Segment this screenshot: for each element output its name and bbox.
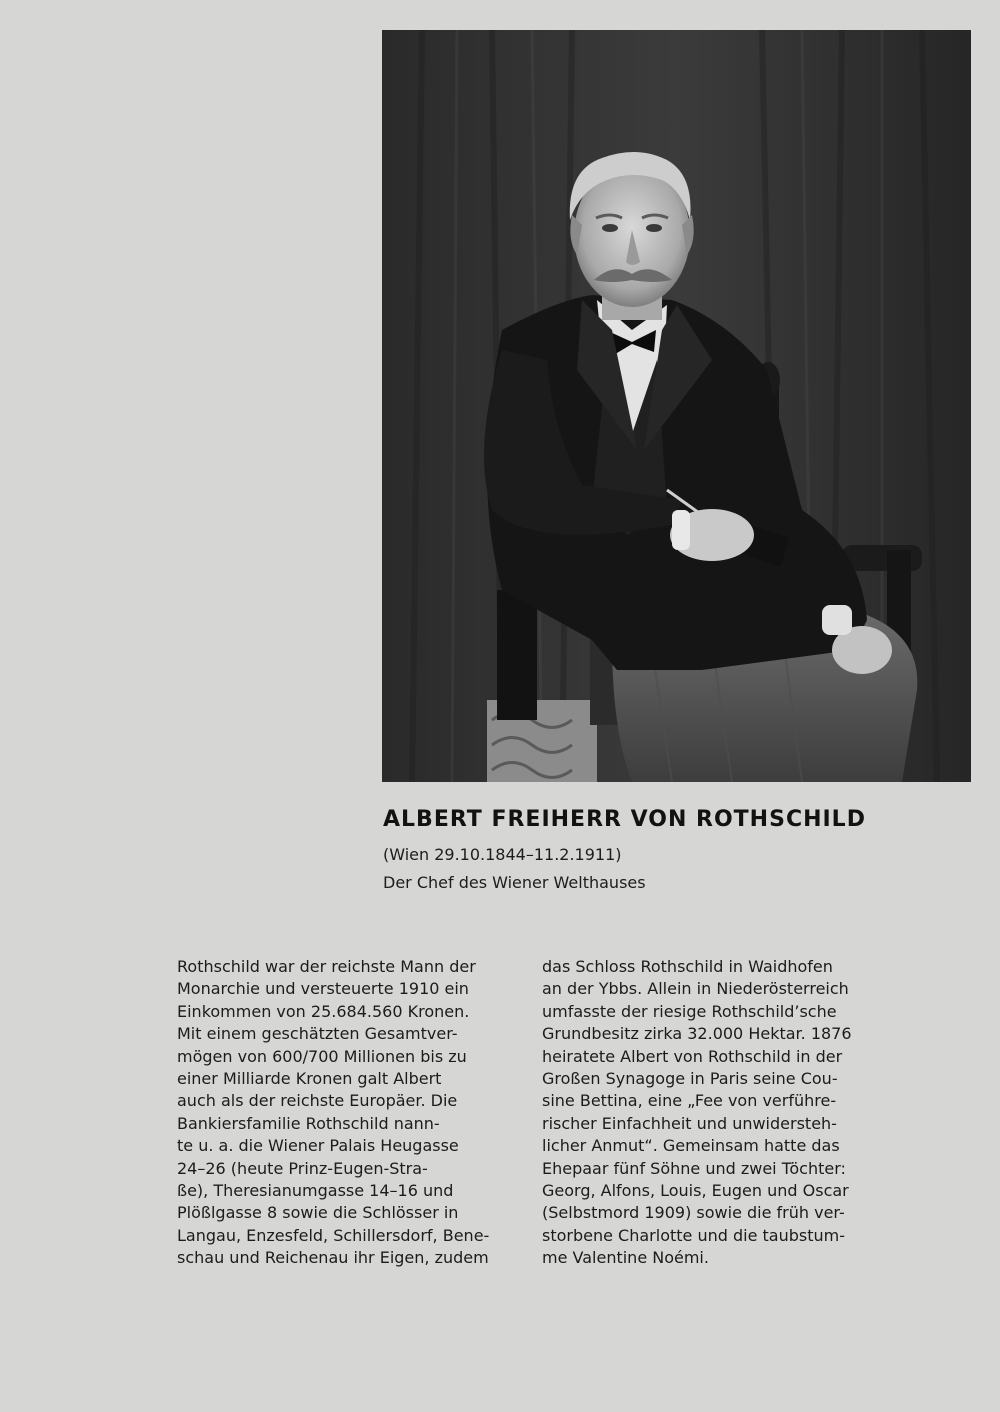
text-line: schau und Reichenau ihr Eigen, zudem xyxy=(177,1248,489,1268)
text-line: (Selbstmord 1909) sowie die früh ver- xyxy=(542,1203,845,1223)
text-line: ße), Theresianumgasse 14–16 und xyxy=(177,1180,454,1200)
text-line: umfasste der riesige Rothschild’sche xyxy=(542,1001,837,1021)
text-line: Georg, Alfons, Louis, Eugen und Oscar xyxy=(542,1180,849,1200)
text-line: Grundbesitz zirka 32.000 Hektar. 1876 xyxy=(542,1024,852,1044)
text-line: te u. a. die Wiener Palais Heugasse xyxy=(177,1136,459,1156)
text-line: Bankiersfamilie Rothschild nann- xyxy=(177,1113,440,1133)
text-line: Großen Synagoge in Paris seine Cou- xyxy=(542,1068,838,1088)
text-line: Einkommen von 25.684.560 Kronen. xyxy=(177,1001,470,1021)
caption-dates: (Wien 29.10.1844–11.2.1911) xyxy=(383,845,622,864)
text-line: Monarchie und versteuerte 1910 ein xyxy=(177,979,469,999)
text-line: heiratete Albert von Rothschild in der xyxy=(542,1046,843,1066)
text-line: an der Ybbs. Allein in Niederösterreich xyxy=(542,979,849,999)
text-line: mögen von 600/700 Millionen bis zu xyxy=(177,1046,467,1066)
text-line: rischer Einfachheit und unwidersteh- xyxy=(542,1113,837,1133)
body-text-right-column xyxy=(542,956,892,1269)
text-line: Ehepaar fünf Söhne und zwei Töchter: xyxy=(542,1158,846,1178)
text-line: das Schloss Rothschild in Waidhofen xyxy=(542,957,833,976)
portrait-photo xyxy=(382,30,971,782)
text-line: auch als der reichste Europäer. Die xyxy=(177,1091,458,1111)
text-line: Langau, Enzesfeld, Schillersdorf, Bene- xyxy=(177,1225,490,1245)
portrait-caption xyxy=(383,806,973,897)
text-line: storbene Charlotte und die taubstum- xyxy=(542,1225,845,1245)
text-line: Rothschild war der reichste Mann der xyxy=(177,957,476,976)
text-line: 24–26 (heute Prinz-Eugen-Stra- xyxy=(177,1158,428,1178)
caption-subtitle: Der Chef des Wiener Welthauses xyxy=(383,873,646,892)
text-line: einer Milliarde Kronen galt Albert xyxy=(177,1068,442,1088)
text-line: me Valentine Noémi. xyxy=(542,1248,709,1268)
text-line: Mit einem geschätzten Gesamtver- xyxy=(177,1024,458,1044)
text-line: sine Bettina, eine „Fee von verführe- xyxy=(542,1091,837,1111)
caption-title: ALBERT FREIHERR VON ROTHSCHILD xyxy=(383,807,866,832)
text-line: Plößlgasse 8 sowie die Schlösser in xyxy=(177,1203,459,1223)
text-line: licher Anmut“. Gemeinsam hatte das xyxy=(542,1136,840,1156)
body-text-left-column xyxy=(177,956,527,1269)
